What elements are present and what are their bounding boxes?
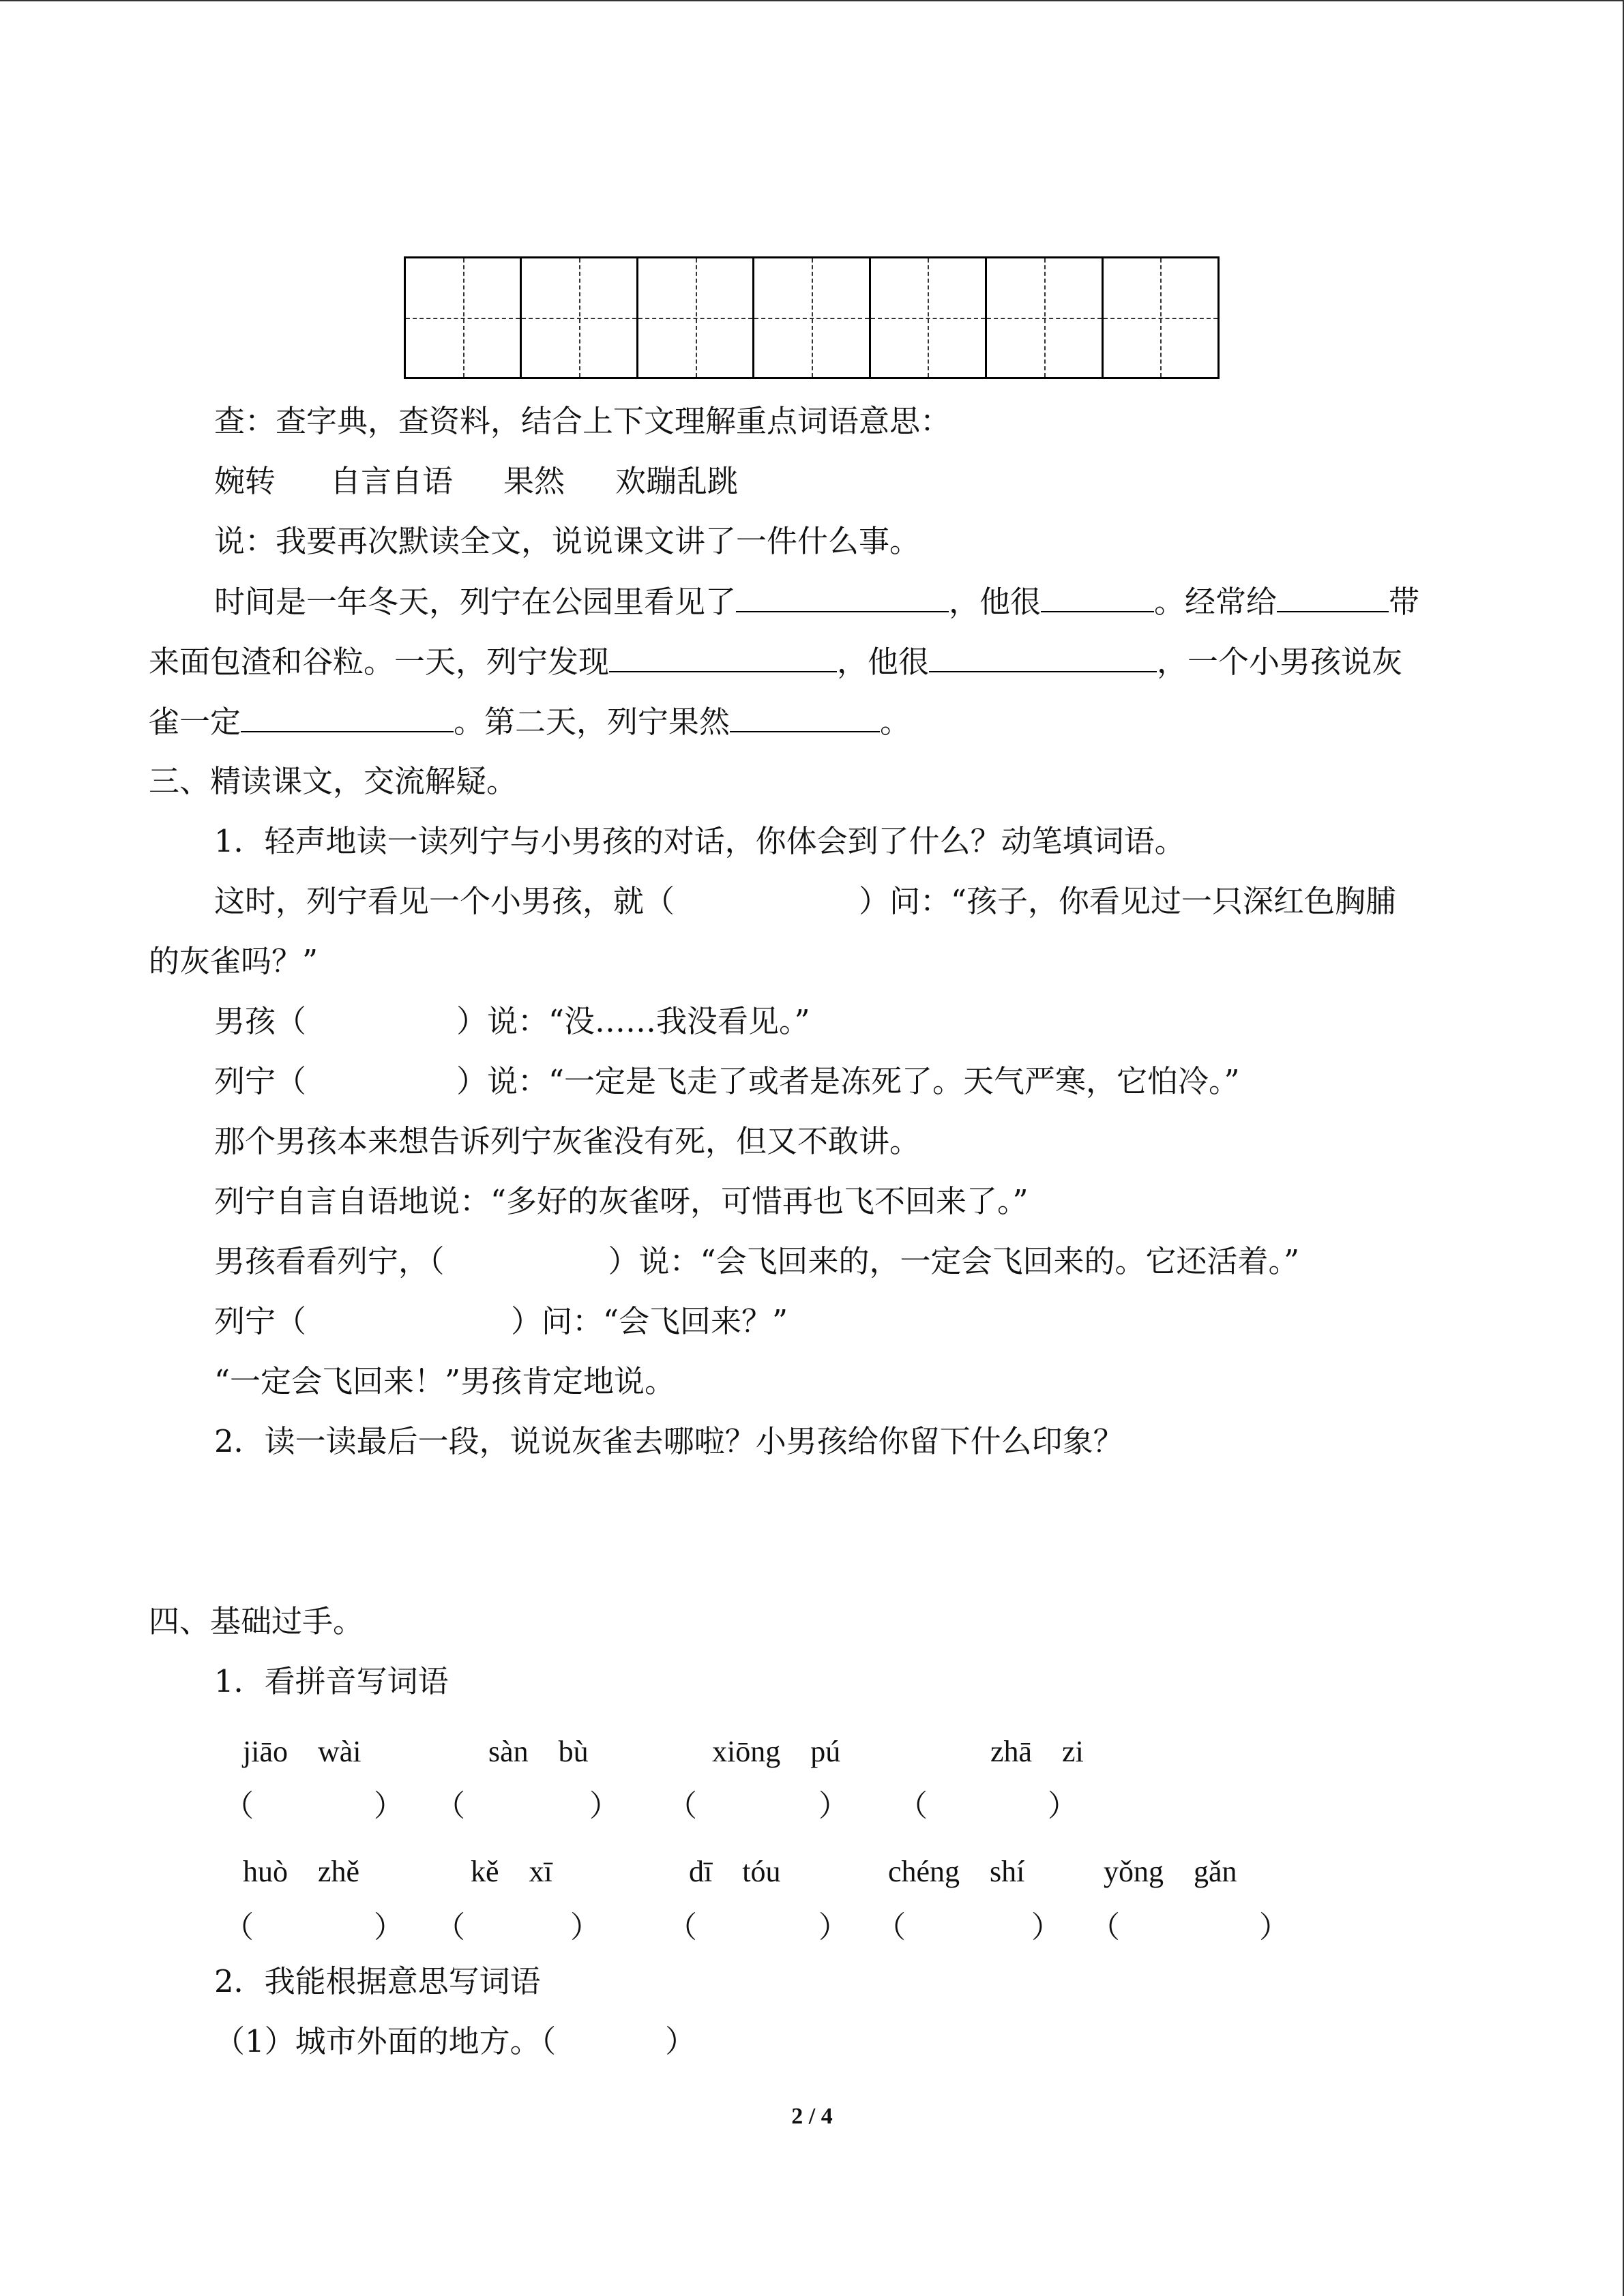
section4-q2: 2．我能根据意思写词语	[214, 1963, 541, 1999]
pinyin: dī tóu	[689, 1855, 781, 1888]
dialogue-line-1-cont: 的灰雀吗？”	[149, 943, 319, 979]
vocab-line	[214, 461, 738, 502]
vocab-word: 自言自语	[330, 463, 454, 499]
dialogue-line-6: 男孩看看列宁，（ ）说：“会飞回来的，一定会飞回来的。它还活着。”	[214, 1243, 1300, 1279]
grid-cell[interactable]	[520, 258, 636, 377]
summary-line-3: 雀一定 。第二天，列宁果然 。	[149, 701, 911, 743]
vocab-word: 果然	[503, 463, 565, 499]
answer-paren-close: ）	[1259, 1910, 1289, 1945]
pinyin: huò zhě	[243, 1855, 360, 1888]
dialogue-line-5: 列宁自言自语地说：“多好的灰雀呀，可惜再也飞不回来了。”	[214, 1183, 1029, 1219]
fill-blank[interactable]	[1041, 581, 1154, 612]
dialogue-line-2: 男孩（ ）说：“没……我没看见。”	[214, 1003, 810, 1039]
summary-line-2: 来面包渣和谷粒。一天，列宁发现 ，他很 ，一个小男孩说灰	[149, 641, 1402, 683]
vocab-word: 欢蹦乱跳	[615, 463, 739, 499]
dialogue-line-1: 这时，列宁看见一个小男孩，就（ ）问：“孩子，你看见过一只深红色胸脯	[214, 883, 1397, 919]
answer-paren-open[interactable]: （	[435, 1910, 465, 1945]
pinyin: kě xī	[471, 1855, 552, 1888]
answer-paren-open[interactable]: （	[224, 1910, 254, 1945]
answer-paren-close: ）	[818, 1789, 848, 1823]
answer-paren-close: ）	[818, 1910, 848, 1945]
section4-q1: 1．看拼音写词语	[214, 1663, 449, 1699]
fill-blank[interactable]	[736, 581, 949, 612]
answer-paren-close: ）	[374, 1910, 404, 1945]
page-number: 2 / 4	[791, 2104, 833, 2129]
fill-blank[interactable]	[1277, 581, 1389, 612]
answer-paren-close: ）	[589, 1789, 619, 1823]
answer-paren-open[interactable]: （	[1090, 1910, 1120, 1945]
pinyin: yǒng gǎn	[1104, 1855, 1237, 1888]
section3-heading: 三、精读课文，交流解疑。	[149, 763, 518, 799]
pinyin: xiōng pú	[712, 1735, 841, 1768]
answer-paren-open[interactable]: （	[876, 1910, 906, 1945]
answer-paren-close: ）	[374, 1789, 404, 1823]
section3-q2: 2．读一读最后一段，说说灰雀去哪啦？小男孩给你留下什么印象？	[214, 1423, 1124, 1459]
answer-paren-close: ）	[570, 1910, 600, 1945]
section4-q2-item1: （1）城市外面的地方。（ ）	[214, 2023, 696, 2059]
answer-paren-close: ）	[1031, 1910, 1061, 1945]
fill-blank[interactable]	[730, 701, 880, 732]
answer-paren-close: ）	[1048, 1789, 1078, 1823]
section3-q1: 1．轻声地读一读列宁与小男孩的对话，你体会到了什么？动笔填词语。	[214, 823, 1185, 859]
grid-cell[interactable]	[1102, 258, 1217, 377]
grid-cell[interactable]	[406, 258, 520, 377]
grid-cell[interactable]	[636, 258, 752, 377]
dialogue-line-7: 列宁（ ）问：“会飞回来？”	[214, 1303, 788, 1339]
cha-instruction: 查：查字典，查资料，结合上下文理解重点词语意思：	[214, 403, 951, 439]
answer-paren-open[interactable]: （	[667, 1910, 697, 1945]
grid-cell[interactable]	[752, 258, 868, 377]
pinyin: zhā zi	[990, 1735, 1084, 1768]
dialogue-line-3: 列宁（ ）说：“一定是飞走了或者是冻死了。天气严寒，它怕冷。”	[214, 1063, 1240, 1099]
pinyin: jiāo wài	[243, 1735, 361, 1768]
dialogue-line-8: “一定会飞回来！”男孩肯定地说。	[214, 1363, 676, 1399]
section4-heading: 四、基础过手。	[149, 1603, 364, 1639]
fill-blank[interactable]	[929, 641, 1157, 672]
answer-paren-open[interactable]: （	[898, 1789, 928, 1823]
grid-cell[interactable]	[869, 258, 985, 377]
writing-grid	[404, 256, 1220, 379]
pinyin: chéng shí	[888, 1855, 1025, 1888]
answer-paren-open[interactable]: （	[435, 1789, 465, 1823]
answer-paren-open[interactable]: （	[667, 1789, 697, 1823]
fill-blank[interactable]	[241, 701, 454, 732]
answer-paren-open[interactable]: （	[224, 1789, 254, 1823]
grid-cell[interactable]	[985, 258, 1101, 377]
vocab-word: 婉转	[214, 463, 276, 499]
shuo-instruction: 说：我要再次默读全文，说说课文讲了一件什么事。	[214, 523, 921, 559]
pinyin: sàn bù	[488, 1735, 589, 1768]
summary-line-1: 时间是一年冬天，列宁在公园里看见了 ，他很 。经常给 带	[214, 581, 1419, 623]
dialogue-line-4: 那个男孩本来想告诉列宁灰雀没有死，但又不敢讲。	[214, 1123, 921, 1159]
fill-blank[interactable]	[609, 641, 837, 672]
